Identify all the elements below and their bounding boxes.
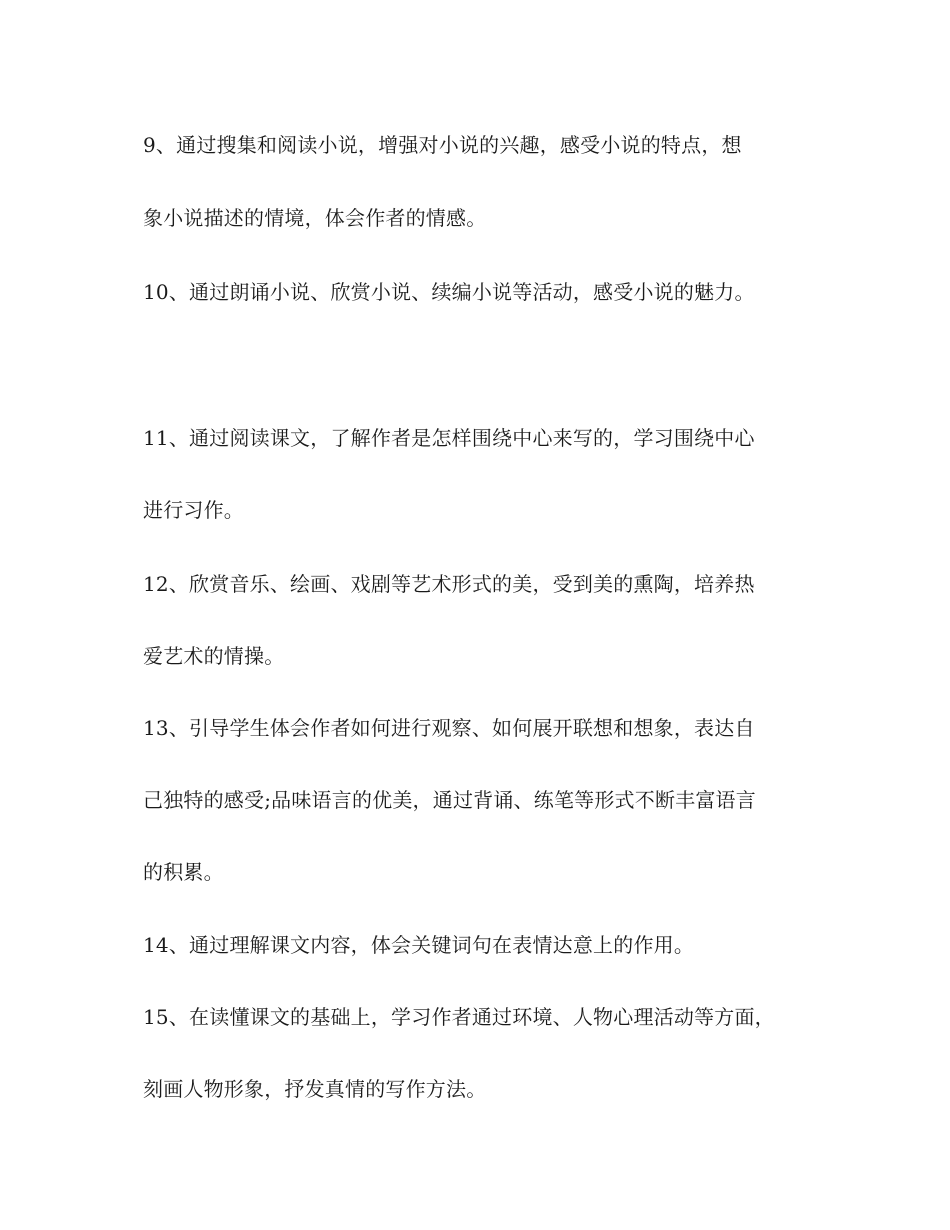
item-14-line-1: 14、通过理解课文内容，体会关键词句在表情达意上的作用。 [143, 933, 695, 957]
item-12-line-1: 12、欣赏音乐、绘画、戏剧等艺术形式的美，受到美的熏陶，培养热 [143, 572, 755, 596]
item-15-line-2: 刻画人物形象，抒发真情的写作方法。 [143, 1077, 487, 1101]
item-9-line-1: 9、通过搜集和阅读小说，增强对小说的兴趣，感受小说的特点，想 [143, 133, 742, 157]
item-13-line-2: 己独特的感受;品味语言的优美，通过背诵、练笔等形式不断丰富语言 [143, 788, 756, 812]
item-15-line-1: 15、在读懂课文的基础上，学习作者通过环境、人物心理活动等方面， [143, 1005, 775, 1029]
item-12-line-2: 爱艺术的情操。 [143, 644, 285, 668]
item-13-line-3: 的积累。 [143, 860, 224, 884]
item-11-line-2: 进行习作。 [143, 498, 244, 522]
item-11-line-1: 11、通过阅读课文，了解作者是怎样围绕中心来写的，学习围绕中心 [143, 426, 755, 450]
item-9-line-2: 象小说描述的情境，体会作者的情感。 [143, 206, 487, 230]
item-10-line-1: 10、通过朗诵小说、欣赏小说、续编小说等活动，感受小说的魅力。 [143, 280, 755, 304]
item-13-line-1: 13、引导学生体会作者如何进行观察、如何展开联想和想象，表达自 [143, 716, 755, 740]
